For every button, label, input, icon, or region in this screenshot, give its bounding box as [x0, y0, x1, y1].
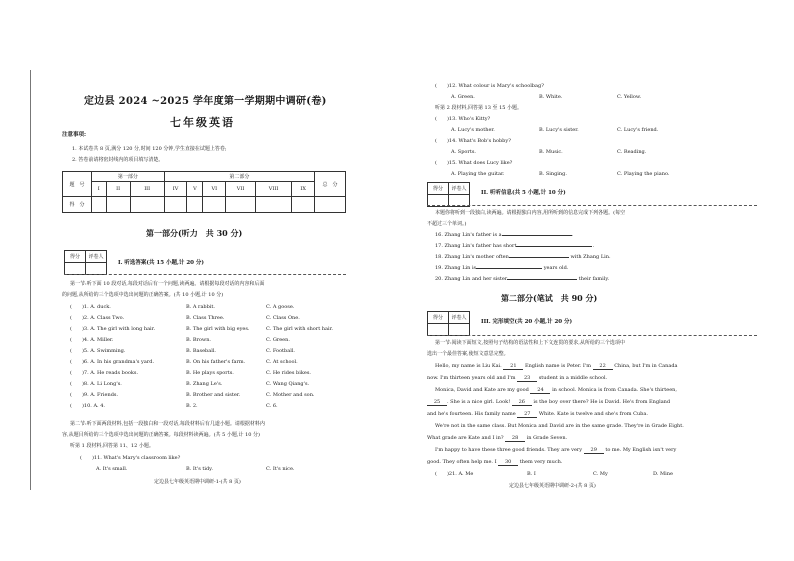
section1-title: I. 听选答案(共 15 小题,计 20 分) — [118, 260, 204, 266]
material-1-label: 听第 1 段材料,回答第 11、12 小题。 — [70, 443, 154, 449]
q21-option-b[interactable]: B. I — [527, 471, 536, 477]
option-b[interactable]: B. 2. — [186, 403, 198, 409]
blank-24[interactable]: 24 — [530, 387, 550, 394]
score-cell[interactable] — [187, 197, 203, 213]
score-table-part1: 第一部分 — [92, 172, 165, 182]
numeral-2: II — [106, 182, 130, 197]
blank-23[interactable]: 23 — [517, 375, 537, 382]
option-b[interactable]: B. Brother and sister. — [186, 392, 241, 398]
blank-26[interactable]: 26 — [512, 399, 532, 406]
score-cell[interactable] — [203, 197, 226, 213]
numeral-6: VI — [203, 182, 226, 197]
option-c[interactable]: C. Football. — [266, 348, 296, 354]
answer-blank[interactable] — [516, 246, 592, 247]
answer-blank[interactable] — [476, 268, 542, 269]
q15-option-c[interactable]: C. Playing the piano. — [617, 171, 670, 177]
exam-title: 定边县 2024 ~2025 学年度第一学期期中调研(卷) — [84, 96, 327, 107]
passage-line-6: We're not in the same class. But Monica and David are in the same grade. They're in Grade Eight. — [435, 423, 684, 429]
question-1: ( )1. A. duck. B. A rabbit. C. A goose. — [70, 304, 295, 310]
blank-30[interactable]: 30 — [498, 459, 518, 466]
fill-16: 16. Zhang Lin's father is a . — [435, 232, 574, 238]
question-12: ( )12. What colour is Mary's schoolbag? — [435, 83, 544, 89]
q11-option-c[interactable]: C. It's nice. — [266, 466, 295, 472]
grader-box-2 — [427, 182, 470, 207]
passage-line-2: now. I'm thirteen years old and I'm 23 student in a middle school. — [427, 375, 608, 381]
sec2-intro-1: 本题你将听到一段独白,读两遍。请根据独白内容,用所听到的信息完成下列各题。(每空 — [435, 210, 626, 216]
option-a[interactable]: 6. A. In his grandma's yard. — [83, 359, 155, 365]
option-a[interactable]: 8. A. Li Long's. — [83, 381, 122, 387]
blank-28[interactable]: 28 — [505, 435, 525, 442]
q14-option-a[interactable]: A. Sports. — [451, 149, 476, 155]
passage-line-9: good. They often help me. I 30 them very much. — [427, 459, 563, 465]
question-13: ( )13. Who's Kitty? — [435, 116, 491, 122]
notice-1: 1. 本试卷共 8 页,满分 120 分,时间 120 分钟,学生直接在试题上答卷; — [72, 146, 227, 152]
q12-option-c[interactable]: C. Yellow. — [617, 94, 642, 100]
q14-option-b[interactable]: B. Music. — [539, 149, 563, 155]
blank-27[interactable]: 27 — [517, 411, 537, 418]
binding-line — [30, 70, 31, 490]
question-21: ( )21. A. Me — [435, 471, 474, 477]
grader-name-label: 评卷人 — [449, 183, 470, 195]
q14-option-c[interactable]: C. Reading. — [617, 149, 647, 155]
sec1-intro-2: 的问题,从所给的三个选项中选出问题的正确答案。(共 10 小题,计 10 分) — [62, 292, 224, 298]
option-b[interactable]: B. He plays sports. — [186, 370, 234, 376]
numeral-8: VIII — [255, 182, 291, 197]
question-3: ( )3. A. The girl with long hair. B. The girl with big eyes. C. The girl with short hair. — [70, 326, 334, 332]
grader-name-cell[interactable] — [449, 324, 470, 336]
score-cell[interactable] — [164, 197, 187, 213]
question-4: ( )4. A. Miller. B. Brown. C. Green. — [70, 337, 290, 343]
divider — [64, 274, 346, 275]
question-7: ( )7. A. He reads books. B. He plays sports. C. He rides bikes. — [70, 370, 311, 376]
part1-title: 第一部分(听力 共 30 分) — [146, 228, 243, 238]
blank-29[interactable]: 29 — [584, 447, 604, 454]
option-a[interactable]: 7. A. He reads books. — [83, 370, 139, 376]
grader-box-3 — [427, 311, 470, 336]
notice-2: 2. 答卷前请将密封线内的项目填写清楚。 — [72, 157, 164, 163]
option-a[interactable]: 9. A. Friends. — [83, 392, 119, 398]
fill-20: 20. Zhang Lin and her sister their family. — [435, 276, 610, 282]
fill-18: 18. Zhang Lin's mother often with Zhang Lin. — [435, 254, 611, 260]
numeral-3: III — [130, 182, 164, 197]
option-c[interactable]: C. Wang Qiang's. — [266, 381, 310, 387]
option-b[interactable]: B. The girl with big eyes. — [186, 326, 250, 332]
passage-line-5: and he's fourteen. His family name 27 White. Kate is twelve and she's from Cuba. — [427, 411, 648, 417]
part2-title: 第二部分(笔试 共 90 分) — [501, 293, 598, 303]
score-table — [62, 171, 346, 213]
blank-21[interactable]: 21 — [503, 363, 523, 370]
option-c[interactable]: C. Class One. — [266, 315, 300, 321]
option-b[interactable]: B. Brown. — [186, 337, 212, 343]
passage-line-8: I'm happy to have these three good friends. They are very 29 to me. My English isn't very — [435, 447, 677, 453]
question-8: ( )8. A. Li Long's. B. Zhang Le's. C. Wang Qiang's. — [70, 381, 310, 387]
question-9: ( )9. A. Friends. B. Brother and sister. C. Mother and son. — [70, 392, 315, 398]
notice-heading: 注意事项: — [62, 132, 87, 138]
passage-line-1: Hello, my name is Liu Kai. 21 English name is Peter. I'm 22 China, but I'm in Canada — [435, 363, 678, 369]
numeral-9: IX — [292, 182, 315, 197]
question-10: ( )10. A. 4. B. 2. C. 6. — [70, 403, 278, 409]
q11-option-a[interactable]: A. It's small. — [96, 466, 128, 472]
question-2: ( )2. A. Class Two. B. Class Three. C. Class One. — [70, 315, 300, 321]
grader-score-label: 得分 — [428, 183, 449, 195]
q21-option-d[interactable]: D. Mine — [653, 471, 673, 477]
option-c[interactable]: C. He rides bikes. — [266, 370, 311, 376]
question-6: ( )6. A. In his grandma's yard. B. On his father's farm. C. At school. — [70, 359, 298, 365]
grader-name-cell[interactable] — [86, 263, 107, 275]
q13-option-a[interactable]: A. Lucy's mother. — [451, 127, 495, 133]
page-footer: 定边县七年级英语期中调研-1-(共 8 页) — [154, 479, 241, 485]
sec2-intro-2: 不超过三个单词。) — [427, 221, 467, 227]
sec3-intro-2: 选出一个最佳答案,使短文意思完整。 — [427, 351, 509, 357]
score-cell[interactable] — [130, 197, 164, 213]
fill-17: 17. Zhang Lin's father has short . — [435, 243, 595, 249]
score-table-label: 题 号 — [63, 172, 92, 197]
grader-score-cell[interactable] — [65, 263, 86, 275]
score-cell[interactable] — [292, 197, 315, 213]
passage-line-7: What grade are Kate and I in? 28 in Grade Seven. — [427, 435, 568, 441]
score-row-label: 得 分 — [63, 197, 92, 213]
grader-score-label: 得分 — [428, 312, 449, 324]
score-cell[interactable] — [226, 197, 256, 213]
answer-blank[interactable] — [507, 279, 577, 280]
option-b[interactable]: B. Zhang Le's. — [186, 381, 223, 387]
option-c[interactable]: C. Green. — [266, 337, 290, 343]
option-b[interactable]: B. Class Three. — [186, 315, 225, 321]
option-c[interactable]: C. The girl with short hair. — [266, 326, 334, 332]
sec1-intro-1: 第一节:听下面 10 段对话,每段对话后有一个问题,读两遍。请根据每段对话的内容和后面 — [70, 281, 265, 287]
option-a[interactable]: 1. A. duck. — [83, 304, 111, 310]
grader-name-label: 评卷人 — [449, 312, 470, 324]
right-page — [397, 0, 794, 561]
answer-blank[interactable] — [502, 235, 572, 236]
numeral-1: I — [92, 182, 107, 197]
q13-option-c[interactable]: C. Lucy's friend. — [617, 127, 659, 133]
score-cell[interactable] — [315, 197, 346, 213]
score-table-total: 总 分 — [315, 172, 346, 197]
sec3-intro-1: 第一节:阅读下面短文,按照句子结构的语法性和上下文连贯的要求,从所给的三个选项中 — [435, 340, 625, 346]
option-a[interactable]: 10. A. 4. — [83, 403, 106, 409]
subject-title: 七年级英语 — [170, 116, 235, 129]
numeral-4: IV — [164, 182, 187, 197]
passage-line-4: 25 . She is a nice girl. Look! 26 is the boy over there? He is David. He's from England — [427, 399, 670, 406]
section2-title: II. 听听信息(共 5 小题,计 10 分) — [481, 190, 566, 196]
q15-option-a[interactable]: A. Playing the guitar. — [451, 171, 505, 177]
passage-line-3: Monica, David and Kate are my good 24 in school. Monica is from Canada. She's thirteen, — [435, 387, 677, 393]
option-c[interactable]: C. Mother and son. — [266, 392, 315, 398]
option-c[interactable]: C. A goose. — [266, 304, 295, 310]
grader-box-1 — [64, 250, 107, 275]
divider — [427, 205, 757, 206]
option-b[interactable]: B. On his father's farm. — [186, 359, 246, 365]
grader-score-cell[interactable] — [428, 324, 449, 336]
option-b[interactable]: B. A rabbit. — [186, 304, 216, 310]
option-c[interactable]: C. At school. — [266, 359, 298, 365]
option-a[interactable]: 5. A. Swimming. — [83, 348, 126, 354]
option-a[interactable]: 2. A. Class Two. — [83, 315, 125, 321]
score-table-part2: 第二部分 — [164, 172, 314, 182]
sec1b-intro-1: 第二节:听下面两段材料,包括一段独白和一段对话,每段材料后有几道小题。请根据材料内 — [70, 421, 265, 427]
divider — [427, 335, 757, 336]
option-a[interactable]: 3. A. The girl with long hair. — [83, 326, 156, 332]
blank-22[interactable]: 22 — [593, 363, 613, 370]
section3-title: III. 完形填空(共 20 小题,计 20 分) — [481, 319, 573, 325]
question-15: ( )15. What does Lucy like? — [435, 160, 513, 166]
q21-option-c[interactable]: C. My — [593, 471, 608, 477]
option-a[interactable]: 4. A. Miller. — [83, 337, 114, 343]
q12-option-a[interactable]: A. Green. — [451, 94, 475, 100]
fill-19: 19. Zhang Lin is years old. — [435, 265, 569, 271]
question-5: ( )5. A. Swimming. B. Baseball. C. Football. — [70, 348, 296, 354]
question-14: ( )14. What's Bob's hobby? — [435, 138, 511, 144]
q13-option-b[interactable]: B. Lucy's sister. — [539, 127, 579, 133]
answer-blank[interactable] — [509, 257, 569, 258]
page-footer: 定边县七年级英语期中调研-2-(共 8 页) — [509, 483, 596, 489]
score-cell[interactable] — [106, 197, 130, 213]
option-b[interactable]: B. Baseball. — [186, 348, 217, 354]
sec1b-intro-2: 容,从题目所给的三个选项中选出问题的正确答案。每段材料读两遍。(共 5 小题,计 10 分) — [62, 432, 260, 438]
score-cell[interactable] — [92, 197, 107, 213]
material-2-label: 听第 2 段材料,回答第 13 至 15 小题。 — [435, 105, 523, 111]
numeral-5: V — [187, 182, 203, 197]
q15-option-b[interactable]: B. Singing. — [539, 171, 567, 177]
q12-option-b[interactable]: B. White. — [539, 94, 563, 100]
question-11: ( )11. What's Mary's classroom like? — [80, 455, 181, 461]
numeral-7: VII — [226, 182, 256, 197]
option-c[interactable]: C. 6. — [266, 403, 278, 409]
grader-name-label: 评卷人 — [86, 251, 107, 263]
q11-option-b[interactable]: B. It's tidy. — [186, 466, 213, 472]
score-cell[interactable] — [255, 197, 291, 213]
blank-25[interactable]: 25 — [427, 399, 447, 406]
grader-score-label: 得分 — [65, 251, 86, 263]
